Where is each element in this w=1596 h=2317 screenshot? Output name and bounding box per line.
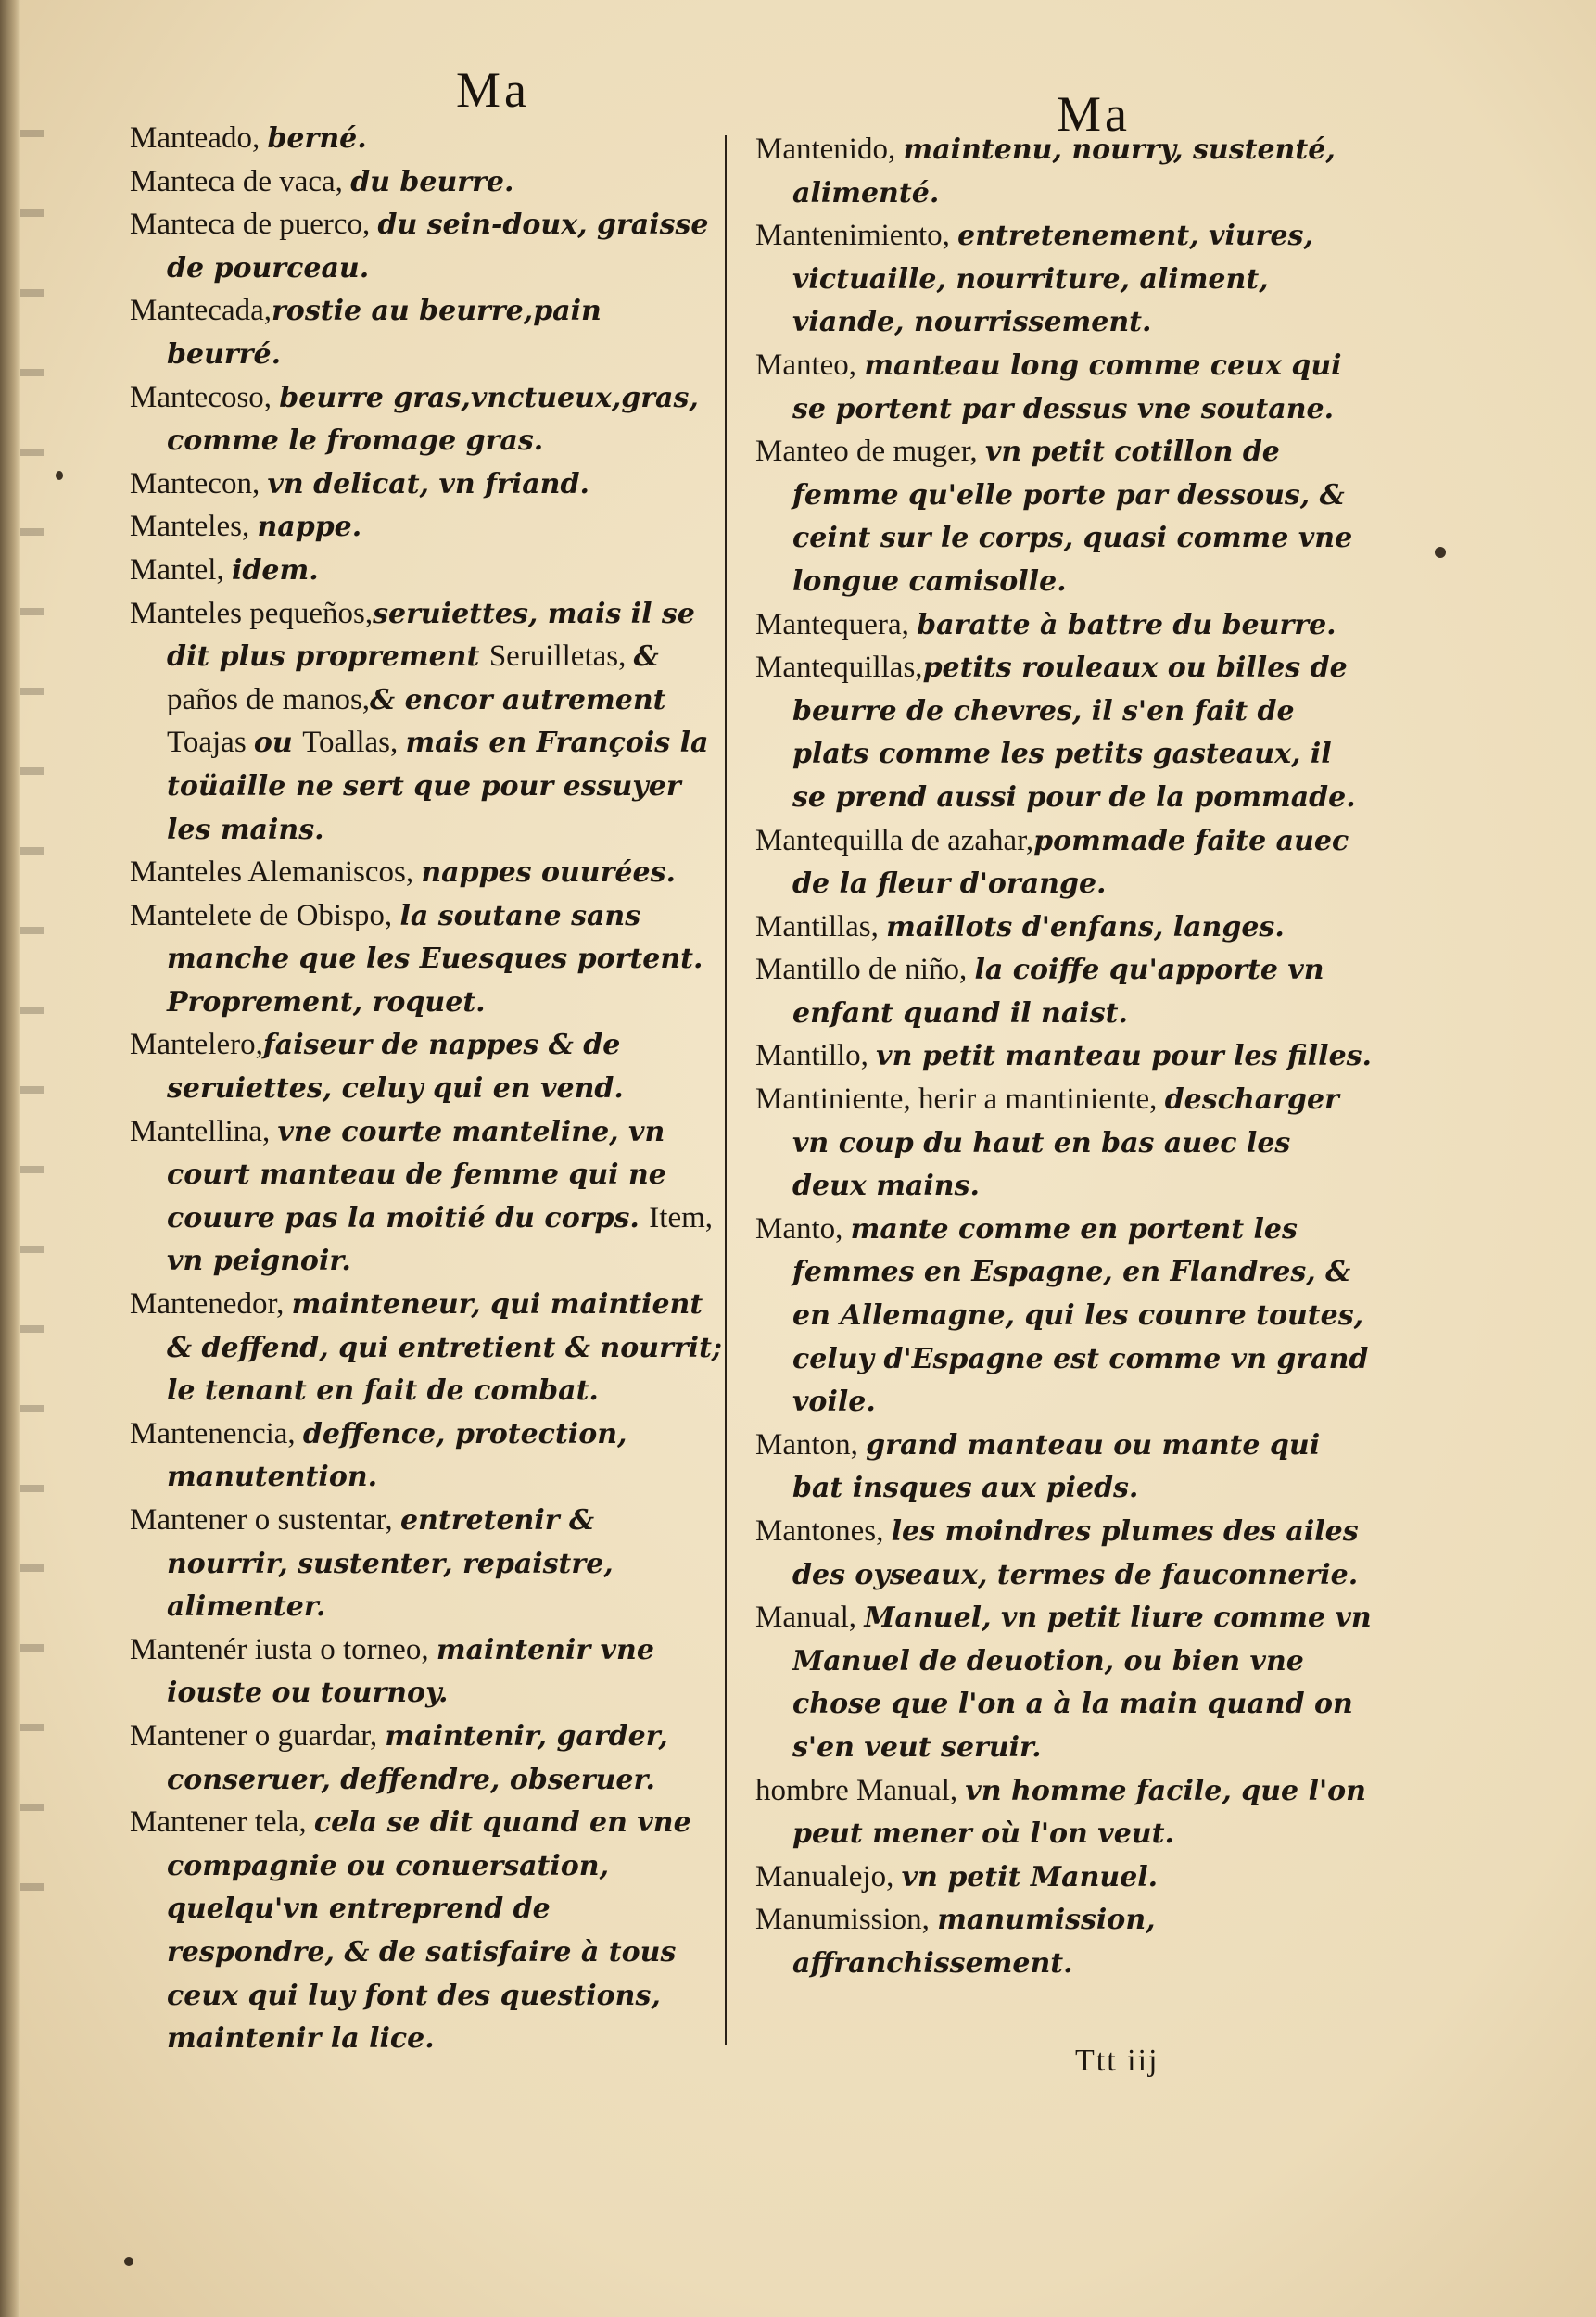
entry-headword: Manteo, (755, 348, 865, 382)
entry-definition: seruiettes, mais il se dit plus proprement (167, 597, 695, 674)
dictionary-entry (130, 1110, 723, 1283)
entry-roman-text: Seruilletas, (488, 639, 634, 674)
dictionary-entry (755, 1208, 1372, 1424)
entry-headword: Mantillo de niño, (755, 953, 975, 987)
entry-roman-text: paños de manos, (167, 682, 371, 716)
entry-headword: Mantenér iusta o torneo, (130, 1632, 437, 1666)
entry-headword: Mantel, (130, 552, 232, 587)
dictionary-entry (755, 905, 1372, 949)
entry-headword: Manumission, (755, 1903, 938, 1937)
dictionary-entry (130, 462, 723, 506)
entry-definition: la soutane sans manche que les Euesques portent. Proprement, roquet. (167, 899, 703, 1019)
dictionary-entry (130, 851, 723, 894)
entry-headword: Mantellina, (130, 1114, 278, 1148)
entry-roman-text: Toajas (167, 726, 254, 760)
entry-headword: Manteca de vaca, (130, 164, 351, 198)
entry-headword: Manteo de muger, (755, 435, 985, 469)
dictionary-entry (130, 505, 723, 549)
entry-definition: vn peignoir. (167, 1245, 351, 1278)
entry-definition: nappes ouurées. (421, 856, 676, 890)
entry-headword: Mantequillas, (755, 651, 923, 685)
dictionary-entry (130, 592, 723, 852)
dictionary-entry (755, 128, 1372, 214)
entry-headword: Manto, (755, 1211, 851, 1246)
margin-bleed (20, 102, 44, 1956)
ink-spot (124, 2257, 133, 2266)
entry-definition: vn petit manteau pour les filles. (876, 1040, 1373, 1073)
entry-headword: Mantequilla de azahar, (755, 823, 1034, 857)
dictionary-entry (130, 1801, 723, 2060)
dictionary-entry (130, 376, 723, 462)
dictionary-entry (130, 894, 723, 1024)
entry-headword: Manteles, (130, 510, 258, 544)
entry-headword: Mantecada, (130, 294, 272, 328)
dictionary-entry (130, 1023, 723, 1109)
entry-definition: vne courte manteline, vn court manteau de femme qui ne couure pas la moitié du corps. (167, 1115, 666, 1234)
entry-headword: Mantener o guardar, (130, 1718, 386, 1753)
entry-definition: idem. (231, 553, 319, 587)
entry-definition: cela se dit quand en vne compagnie ou conuersation, quelqu'vn entreprend de respondre, & de satisfaire à tous ceux qui luy font des questions, maintenir la lice. (167, 1806, 691, 2056)
entry-definition: mais en François la toüaille ne sert que pour essuyer les mains. (167, 727, 709, 846)
page-binding (0, 0, 20, 2317)
entry-headword: Mantelero, (130, 1028, 263, 1062)
column-rule (725, 135, 727, 2045)
entry-definition: du sein-doux, graisse de pourceau. (167, 209, 709, 285)
entry-definition: nappe. (257, 511, 362, 544)
ink-spot (56, 471, 63, 480)
entry-headword: Mantenimiento, (755, 219, 958, 253)
entry-definition: baratte à battre du beurre. (917, 608, 1336, 641)
entry-definition: maintenir, garder, conseruer, deffendre, obseruer. (167, 1719, 668, 1796)
dictionary-entry (755, 1596, 1372, 1768)
dictionary-entry (755, 1424, 1372, 1510)
right-column (755, 128, 1372, 1985)
left-column (130, 117, 723, 2060)
entry-headword: Mantelete de Obispo, (130, 898, 400, 932)
dictionary-entry (755, 1855, 1372, 1899)
entry-definition: du beurre. (350, 165, 514, 198)
entry-headword: Mantecoso, (130, 380, 280, 414)
entry-definition: ou (253, 727, 303, 760)
entry-headword: Manteado, (130, 121, 268, 155)
entry-headword: Mantones, (755, 1514, 892, 1548)
entry-definition: manteau long comme ceux qui se portent par dessus vne soutane. (792, 348, 1342, 425)
entry-headword: Manual, (755, 1601, 865, 1635)
entry-definition: manumission, affranchissement. (792, 1904, 1156, 1980)
dictionary-entry (130, 203, 723, 289)
entry-definition: & encor autrement (370, 683, 666, 716)
entry-roman-text: Item, (649, 1200, 714, 1234)
dictionary-entry (130, 1283, 723, 1412)
dictionary-entry (130, 1628, 723, 1715)
entry-definition: entretenement, viures, victuaille, nourriture, aliment, viande, nourrissement. (792, 220, 1313, 339)
entry-definition: vn homme facile, que l'on peut mener où l'on veut. (792, 1774, 1366, 1851)
dictionary-entry (755, 1898, 1372, 1984)
dictionary-entry (755, 214, 1372, 344)
entry-definition: petits rouleaux ou billes de beurre de chevres, il s'en fait de plats comme les petits gasteaux, il se prend aussi pour de la pommade. (792, 652, 1356, 814)
dictionary-entry (130, 549, 723, 592)
dictionary-entry (755, 1078, 1372, 1208)
entry-headword: Mantecon, (130, 466, 268, 500)
entry-headword: Mantenencia, (130, 1416, 303, 1450)
entry-headword: Mantenedor, (130, 1287, 292, 1322)
dictionary-entry (130, 289, 723, 375)
entry-headword: Mantener tela, (130, 1805, 314, 1840)
entry-definition: Manuel, vn petit liure comme vn Manuel de deuotion, ou bien vne chose que l'on a à la main quand on s'en veut seruir. (792, 1602, 1372, 1764)
dictionary-entry (130, 1715, 723, 1801)
dictionary-entry (755, 1510, 1372, 1596)
entry-definition: les moindres plumes des ailes des oyseaux, termes de fauconnerie. (792, 1515, 1359, 1591)
dictionary-entry (755, 1034, 1372, 1078)
entry-definition: & (633, 640, 659, 674)
entry-headword: Manteles Alemaniscos, (130, 855, 422, 890)
entry-definition: faiseur de nappes & de seruiettes, celuy qui en vend. (167, 1029, 624, 1106)
entry-headword: Mantiniente, herir a mantiniente, (755, 1083, 1165, 1117)
entry-definition: rostie au beurre,pain beurré. (167, 295, 602, 371)
ink-spot (1435, 547, 1446, 558)
dictionary-entry (755, 344, 1372, 430)
entry-definition: vn delicat, vn friand. (267, 467, 589, 500)
dictionary-entry (755, 819, 1372, 905)
entry-headword: Manton, (755, 1427, 867, 1462)
dictionary-entry (130, 1412, 723, 1499)
dictionary-entry (130, 160, 723, 204)
entry-headword: Mantequera, (755, 607, 918, 641)
entry-definition: maintenir vne ioustе ou tournoy. (167, 1633, 654, 1710)
dictionary-entry (755, 603, 1372, 647)
entry-definition: mante comme en portent les femmes en Espagne, en Flandres, & en Allemagne, qui les counre toutes, celuy d'Espagne est comme vn grand voile. (792, 1212, 1369, 1419)
entry-definition: vn petit cotillon de femme qu'elle porte par dessous, & ceint sur le corps, quasi comme vne longue camisolle. (792, 436, 1353, 598)
entry-definition: entretenir & nourrir, sustenter, repaistre, alimenter. (167, 1504, 614, 1624)
dictionary-entry (755, 646, 1372, 818)
entry-definition: mainteneur, qui maintient & deffend, qui entretient & nourrit; le tenant en fait de combat. (167, 1288, 723, 1408)
entry-roman-text: Toallas, (302, 726, 406, 760)
entry-definition: berné. (267, 122, 367, 155)
entry-headword: hombre Manual, (755, 1773, 966, 1807)
entry-definition: maillots d'enfans, langes. (886, 910, 1285, 943)
entry-headword: Mantener o sustentar, (130, 1503, 400, 1537)
entry-headword: Manteca de puerco, (130, 208, 378, 242)
running-head-right: Ma (1057, 86, 1131, 142)
entry-definition: vn petit Manuel. (901, 1860, 1159, 1893)
entry-definition: grand manteau ou mante qui bat insques aux pieds. (792, 1428, 1321, 1505)
entry-definition: maintenu, nourry, sustenté, alimenté. (792, 133, 1336, 209)
entry-definition: la coiffe qu'apporte vn enfant quand il naist. (792, 954, 1324, 1030)
entry-headword: Mantillas, (755, 909, 887, 943)
running-head-left: Ma (456, 62, 530, 118)
signature-mark: Ttt iij (1075, 2044, 1159, 2078)
entry-headword: Mantillo, (755, 1039, 877, 1073)
entry-headword: Manualejo, (755, 1859, 902, 1893)
dictionary-entry (755, 948, 1372, 1034)
entry-headword: Mantenido, (755, 133, 904, 166)
dictionary-entry (130, 117, 723, 160)
dictionary-entry (130, 1499, 723, 1628)
entry-definition: pommade faite auec de la fleur d'orange. (792, 824, 1349, 901)
entry-headword: Manteles pequeños, (130, 596, 374, 630)
entry-definition: beurre gras,vnctueux,gras, comme le fromage gras. (167, 381, 699, 458)
entry-definition: deffence, protection, manutention. (167, 1417, 627, 1494)
dictionary-entry (755, 1769, 1372, 1855)
dictionary-entry (755, 430, 1372, 602)
entry-definition: descharger vn coup du haut en bas auec les deux mains. (792, 1083, 1339, 1203)
